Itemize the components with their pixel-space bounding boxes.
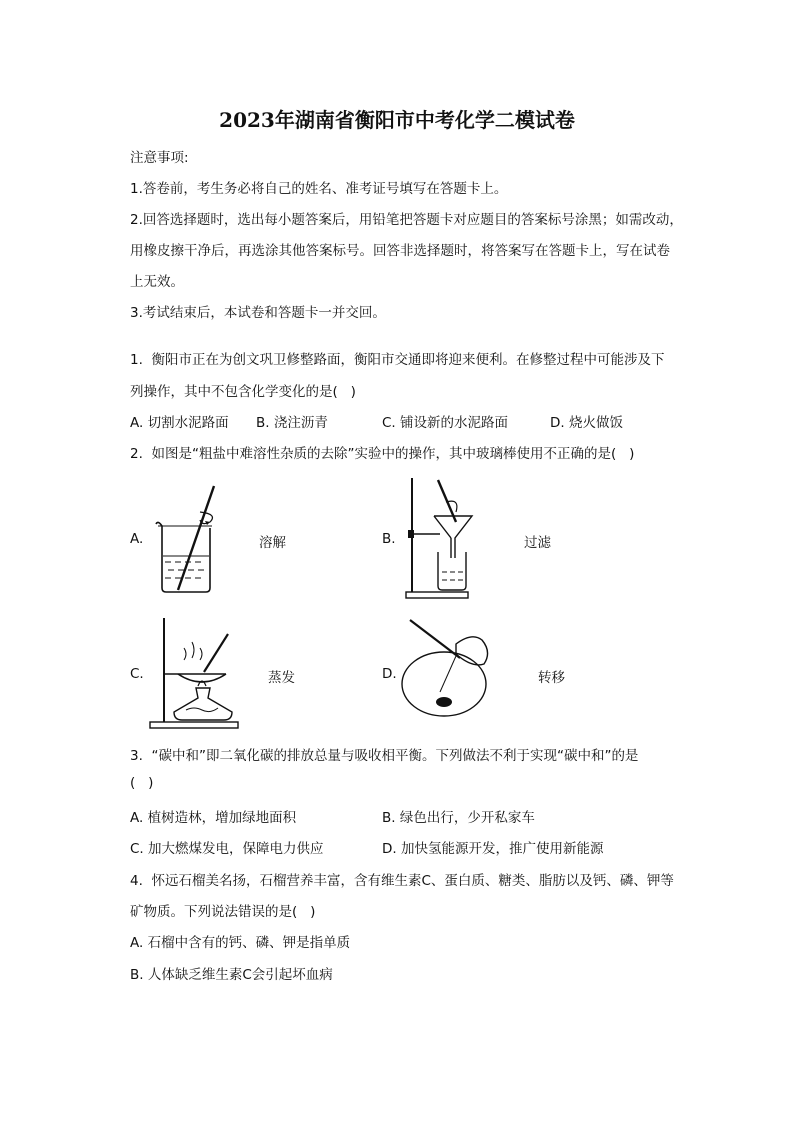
filtration-figure xyxy=(398,472,498,602)
q3-stem-line-1: 3. “碳中和”即二氧化碳的排放总量与吸收相平衡。下列做法不利于实现“碳中和”的是 xyxy=(130,748,639,764)
note-3: 3.考试结束后，本试卷和答题卡一并交回。 xyxy=(130,305,386,321)
q3-stem-line-2: ( ) xyxy=(130,775,154,791)
evaporation-figure xyxy=(146,614,246,732)
q2-option-a-letter[interactable]: A. xyxy=(130,531,144,547)
q3-option-d[interactable]: D. 加快氢能源开发，推广使用新能源 xyxy=(382,841,604,857)
q2-option-d-label: 转移 xyxy=(538,670,565,686)
q1-stem-line-1: 1. 衡阳市正在为创文巩卫修整路面，衡阳市交通即将迎来便利。在修整过程中可能涉及下 xyxy=(130,352,665,368)
q4-stem-line-1: 4. 怀远石榴美名扬，石榴营养丰富，含有维生素C、蛋白质、糖类、脂肪以及钙、磷、钾等 xyxy=(130,873,674,889)
q2-option-c-letter[interactable]: C. xyxy=(130,666,144,682)
note-2-line-1: 2.回答选择题时，选出每小题答案后，用铅笔把答题卡对应题目的答案标号涂黑；如需改动， xyxy=(130,212,683,228)
q1-option-d[interactable]: D. 烧火做饭 xyxy=(550,415,623,431)
note-2-line-2: 用橡皮擦干净后，再选涂其他答案标号。回答非选择题时，将答案写在答题卡上，写在试卷 xyxy=(130,243,670,259)
q4-option-b[interactable]: B. 人体缺乏维生素C会引起坏血病 xyxy=(130,967,333,983)
note-1: 1.答卷前，考生务必将自己的姓名、准考证号填写在答题卡上。 xyxy=(130,181,508,197)
exam-title: 2023年湖南省衡阳市中考化学二模试卷 xyxy=(219,108,575,132)
q1-stem-line-2: 列操作，其中不包含化学变化的是( ) xyxy=(130,384,356,400)
q2-option-b-label: 过滤 xyxy=(524,535,551,551)
transfer-figure xyxy=(400,616,500,720)
q2-stem: 2. 如图是“粗盐中难溶性杂质的去除”实验中的操作，其中玻璃棒使用不正确的是( ) xyxy=(130,446,635,462)
dissolving-figure xyxy=(148,482,228,594)
note-2-line-3: 上无效。 xyxy=(130,274,184,290)
q3-option-b[interactable]: B. 绿色出行，少开私家车 xyxy=(382,810,535,826)
q1-option-a[interactable]: A. 切割水泥路面 xyxy=(130,415,229,431)
q4-stem-line-2: 矿物质。下列说法错误的是( ) xyxy=(130,904,316,920)
q3-option-c[interactable]: C. 加大燃煤发电，保障电力供应 xyxy=(130,841,324,857)
q1-option-c[interactable]: C. 铺设新的水泥路面 xyxy=(382,415,509,431)
q2-option-a-label: 溶解 xyxy=(259,535,286,551)
q3-option-a[interactable]: A. 植树造林，增加绿地面积 xyxy=(130,810,297,826)
q1-option-b[interactable]: B. 浇注沥青 xyxy=(256,415,328,431)
q4-option-a[interactable]: A. 石榴中含有的钙、磷、钾是指单质 xyxy=(130,935,351,951)
q2-option-d-letter[interactable]: D. xyxy=(382,666,397,682)
notes-heading: 注意事项: xyxy=(130,150,189,166)
q2-option-b-letter[interactable]: B. xyxy=(382,531,396,547)
q2-option-c-label: 蒸发 xyxy=(268,670,295,686)
